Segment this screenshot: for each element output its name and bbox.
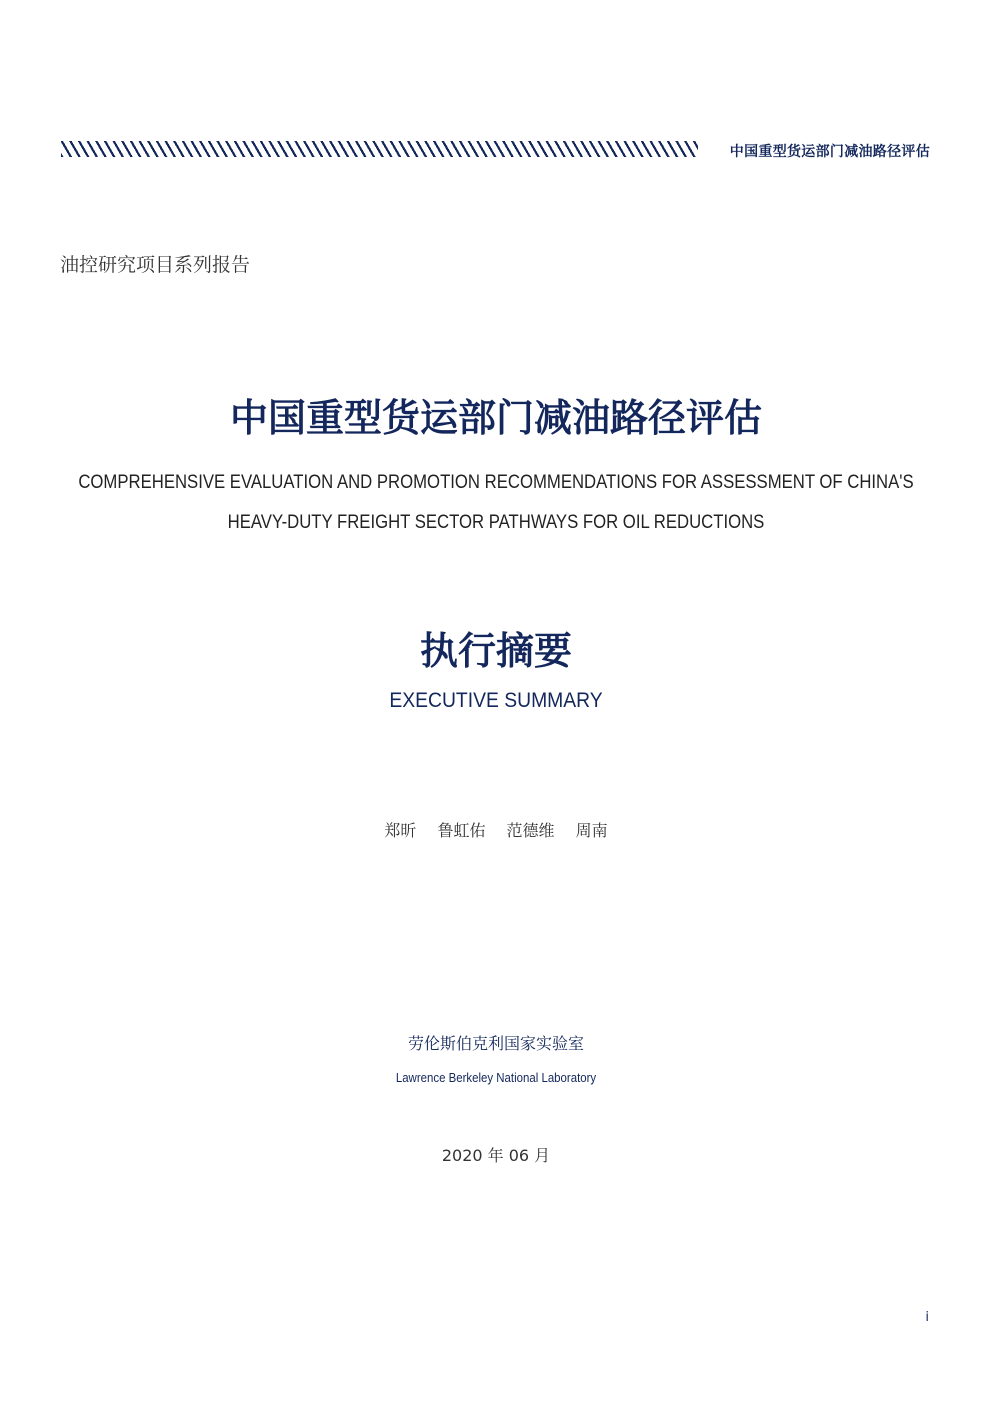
author-list xyxy=(0,818,992,841)
report-title-en-line1: COMPREHENSIVE EVALUATION AND PROMOTION RECOMMENDATIONS FOR ASSESSMENT OF CHINA'S xyxy=(78,472,914,493)
organization-zh: 劳伦斯伯克利国家实验室 xyxy=(407,1034,584,1053)
running-header-title: 中国重型货运部门减油路径评估 xyxy=(729,144,930,160)
section-title-en: EXECUTIVE SUMMARY xyxy=(389,689,603,712)
series-label: 油控研究项目系列报告 xyxy=(60,254,251,276)
publication-date: 2020 年 06 月 xyxy=(441,1146,551,1165)
organization-en: Lawrence Berkeley National Laboratory xyxy=(395,1070,597,1085)
header-hatch-bar xyxy=(61,141,698,157)
section-title-zh: 执行摘要 xyxy=(419,629,572,673)
page-number: i xyxy=(925,1310,929,1325)
author-name: 鲁虹佑 xyxy=(437,821,486,840)
report-title-en-line2: HEAVY-DUTY FREIGHT SECTOR PATHWAYS FOR OIL REDUCTIONS xyxy=(227,512,765,533)
author-name: 郑昕 xyxy=(384,821,417,840)
report-title-zh: 中国重型货运部门减油路径评估 xyxy=(229,396,762,440)
author-name: 范德维 xyxy=(506,821,555,840)
author-name: 周南 xyxy=(575,821,608,840)
